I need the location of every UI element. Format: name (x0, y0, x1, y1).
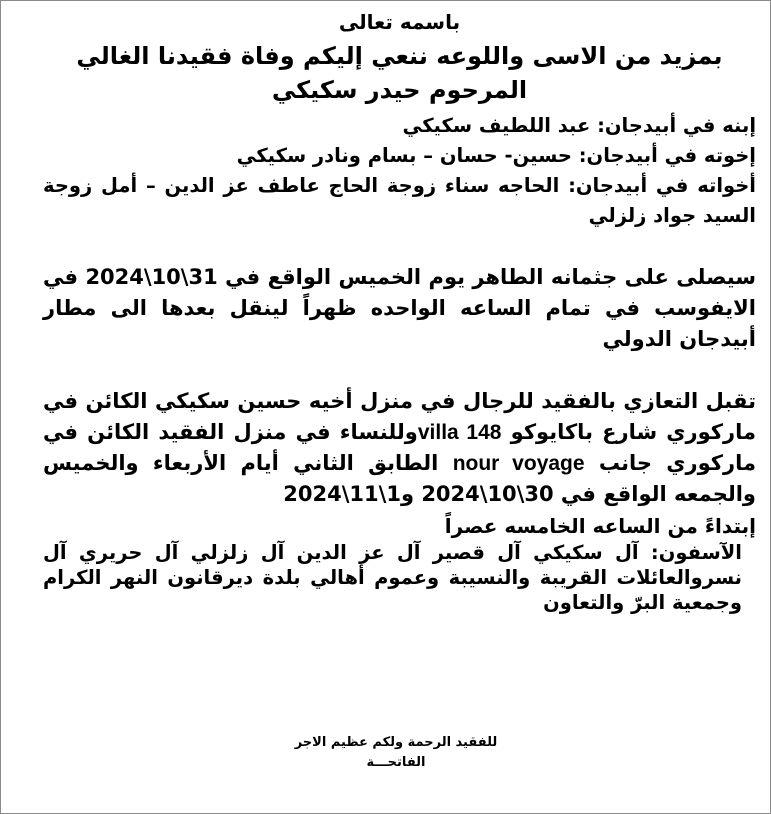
nour-voyage-landmark: nour voyage (452, 452, 585, 475)
closing-block (271, 729, 521, 773)
condolences-text-1: تقبل التعازي بالفقيد للرجال في منزل أخيه حسين سكيكي الكائن في ماركوري شارع باكايوكو (43, 389, 756, 444)
obituary-body (43, 9, 756, 615)
funeral-prayer-paragraph: سيصلى على جثمانه الطاهر يوم الخميس الواقع في 31\10\2024 في الايفوسب في تمام الساعه الواحده ظهراً لينقل بعدها الى مطار أبيدجان الدولي (43, 265, 756, 351)
mourners-paragraph: الآسفون: آل سكيكي آل قصير آل عز الدين آل زلزلي آل حريري آل نسروالعائلات القريبة والنسيبة وعموم أهالي بلدة ديرقانون النهر الكرام وجمعية البرّ والتعاون (43, 541, 742, 614)
brothers-line: إخوته في أبيدجان: حسين- حسان – بسام ونادر سكيكي (236, 144, 756, 167)
closing-line-2: الفاتحـــة (366, 755, 426, 770)
deceased-name: المرحوم حيدر سكيكي (271, 76, 528, 104)
basmala-heading: باسمه تعالى (338, 10, 461, 34)
spacer (43, 355, 756, 386)
condolences-text-3: الطابق الثاني أيام الأربعاء والخميس والجمعه الواقع في 30\10\2024 و1\11\2024 (43, 451, 756, 506)
villa-address: villa 148 (417, 421, 502, 444)
sisters-line: أخواته في أبيدجان: الحاجه سناء زوجة الحاج عاطف عز الدين – أمل زوجة السيد جواد زلزلي (43, 174, 756, 227)
condolences-paragraph (43, 386, 756, 510)
closing-line-1: للفقيد الرحمة ولكم عظيم الاجر (294, 735, 498, 750)
condolences-text-2: وللنساء في منزل الفقيد الكائن في ماركوري جانب (43, 420, 756, 475)
announcement-heading: بمزيد من الاسى واللوعه ننعي إليكم وفاة فقيدنا الغالي (76, 42, 723, 70)
son-line: إبنه في أبيدجان: عبد اللطيف سكيكي (402, 114, 756, 137)
start-time-line: إبتداءً من الساعه الخامسه عصراً (444, 514, 756, 538)
spacer (43, 231, 756, 262)
